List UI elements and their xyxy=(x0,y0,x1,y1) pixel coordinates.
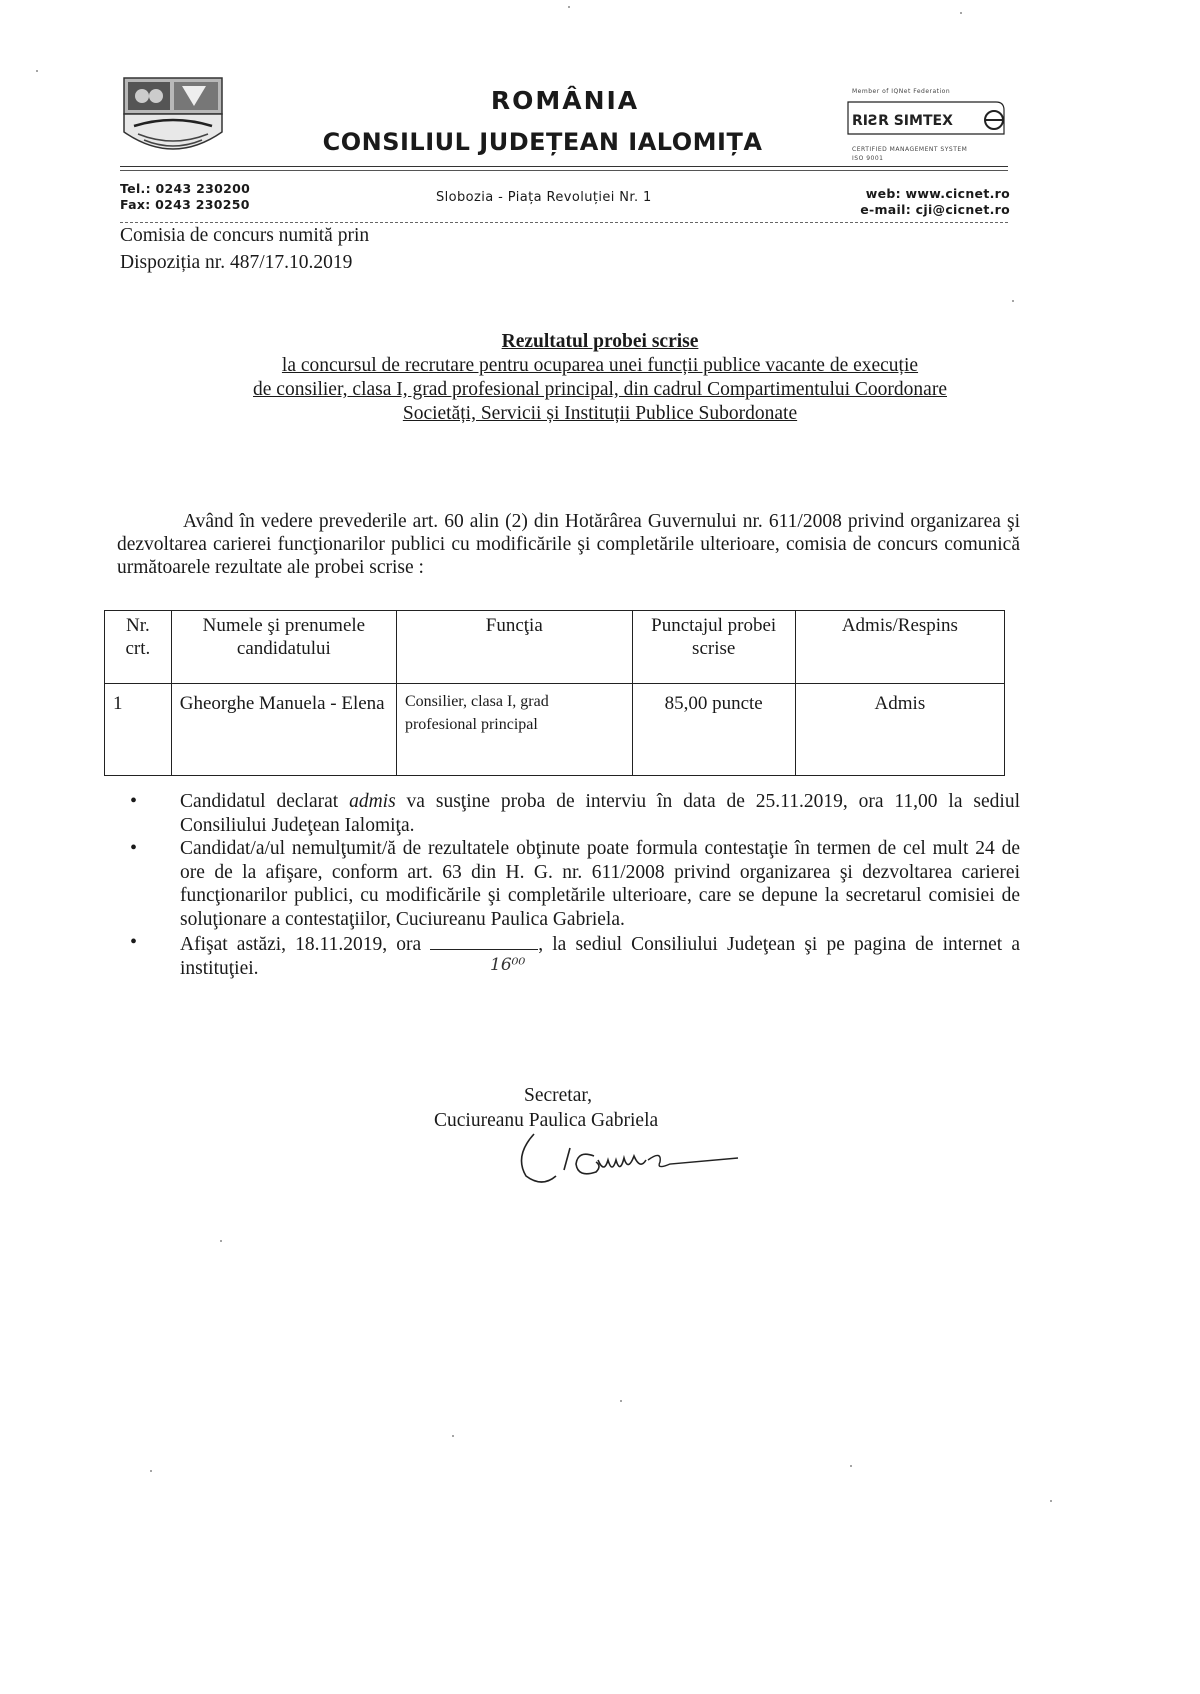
table-header-row xyxy=(105,611,1005,684)
scan-speck xyxy=(1050,1500,1052,1502)
title-line-2: de consilier, clasa I, grad profesional principal, din cadrul Compartimentului Coordonare xyxy=(253,379,947,400)
header-web-contact xyxy=(860,186,1010,218)
bullet-icon: • xyxy=(130,931,138,953)
list-item xyxy=(130,790,1020,837)
header-name: Numele şi prenumele candidatului xyxy=(171,611,396,684)
header-email: e-mail: cji@cicnet.ro xyxy=(860,202,1010,217)
note-1-before: Candidatul declarat xyxy=(180,791,350,812)
note-1-after: va susţine proba de interviu în data de 25.11.2019, ora 11,00 la sediul Consiliului Judeţean Ialomiţa. xyxy=(180,791,1020,836)
cell-result: Admis xyxy=(795,684,1004,776)
header-country: ROMÂNIA xyxy=(490,86,640,115)
cell-name: Gheorghe Manuela - Elena xyxy=(171,684,396,776)
header-result: Admis/Respins xyxy=(795,611,1004,684)
header-phones xyxy=(120,181,250,213)
cert-system-text: CERTIFIED MANAGEMENT SYSTEM xyxy=(852,146,968,153)
signatory-name: Cuciureanu Paulica Gabriela xyxy=(434,1110,659,1131)
header-rule xyxy=(120,166,1008,167)
bullet-icon: • xyxy=(130,790,138,812)
header-tel: Tel.: 0243 230200 xyxy=(120,181,251,196)
note-2: Candidat/a/ul nemulţumit/ă de rezultatele obţinute poate formula contestaţie în termen de cel mult 24 de ore de la afişare, conform art. 63 din H. G. nr. 611/2008 privind organizarea şi dezvoltarea carierei funcţionarilor publici, cu modificările şi completările ulterioare, care se depune la secretarul comisiei de soluţionare a contestaţiilor, Cuciureanu Paulica Gabriela. xyxy=(180,838,1020,930)
handwritten-time-blank xyxy=(430,931,538,950)
commission-reference xyxy=(120,222,369,276)
note-3-after: , la sediul Consiliului Judeţean şi pe pagina de internet a instituţiei. xyxy=(180,934,1020,979)
intro-text: Având în vedere prevederile art. 60 alin (2) din Hotărârea Guvernului nr. 611/2008 privind organizarea şi dezvoltarea carierei funcţionarilor publici cu modificările şi completările ulterioare, comisia de concurs comunică următoarele rezultate ale probei scrise : xyxy=(117,511,1020,578)
intro-paragraph xyxy=(117,510,1020,579)
scan-speck xyxy=(452,1435,454,1437)
cell-score: 85,00 puncte xyxy=(632,684,795,776)
scan-speck xyxy=(150,1470,152,1472)
cell-nr: 1 xyxy=(105,684,172,776)
list-item xyxy=(130,931,1020,980)
header-nr: Nr. crt. xyxy=(105,611,172,684)
bullet-icon: • xyxy=(130,837,138,859)
cert-iso-text: ISO 9001 xyxy=(852,155,884,162)
scan-speck xyxy=(568,6,570,8)
header-function: Funcţia xyxy=(396,611,632,684)
note-3-before: Afişat astăzi, 18.11.2019, ora xyxy=(180,934,431,955)
list-item xyxy=(130,837,1020,931)
header-address: Slobozia - Piața Revoluției Nr. 1 xyxy=(436,190,652,205)
table-row xyxy=(105,684,1005,776)
notes-list xyxy=(130,790,1020,980)
title-line-3: Societăți, Servicii și Instituții Publice Subordonate xyxy=(402,403,798,424)
header-council-name: CONSILIUL JUDEȚEAN IALOMIȚA xyxy=(322,128,763,156)
title-main: Rezultatul probei scrise xyxy=(501,331,699,352)
certification-logo xyxy=(846,96,1006,142)
title-line-1: la concursul de recrutare pentru ocuparea unei funcții publice vacante de execuție xyxy=(281,355,919,376)
cert-logo-text: RIƧR SIMTEX xyxy=(852,113,953,129)
scan-speck xyxy=(850,1465,852,1467)
results-table xyxy=(104,610,1005,776)
commission-line-1: Comisia de concurs numită prin xyxy=(120,225,370,246)
header-web: web: www.cicnet.ro xyxy=(865,186,1010,201)
handwritten-time xyxy=(484,952,544,976)
signatory-role: Secretar, xyxy=(524,1085,592,1106)
document-title xyxy=(120,330,1080,426)
cell-function: Consilier, clasa I, grad profesional principal xyxy=(396,684,632,776)
commission-line-2: Dispoziția nr. 487/17.10.2019 xyxy=(120,252,353,273)
note-1-italic: admis xyxy=(349,791,396,812)
scan-speck xyxy=(36,70,38,72)
header-fax: Fax: 0243 230250 xyxy=(120,197,250,212)
scan-speck xyxy=(960,12,962,14)
scan-speck xyxy=(220,1240,222,1242)
scan-speck xyxy=(620,1400,622,1402)
header-score: Punctajul probei scrise xyxy=(632,611,795,684)
handwritten-signature xyxy=(512,1126,742,1192)
header-rule-secondary xyxy=(120,170,1008,171)
cert-member-text: Member of IQNet Federation xyxy=(852,88,951,95)
scan-speck xyxy=(1012,300,1014,302)
svg-text:16⁰⁰: 16⁰⁰ xyxy=(490,955,526,975)
